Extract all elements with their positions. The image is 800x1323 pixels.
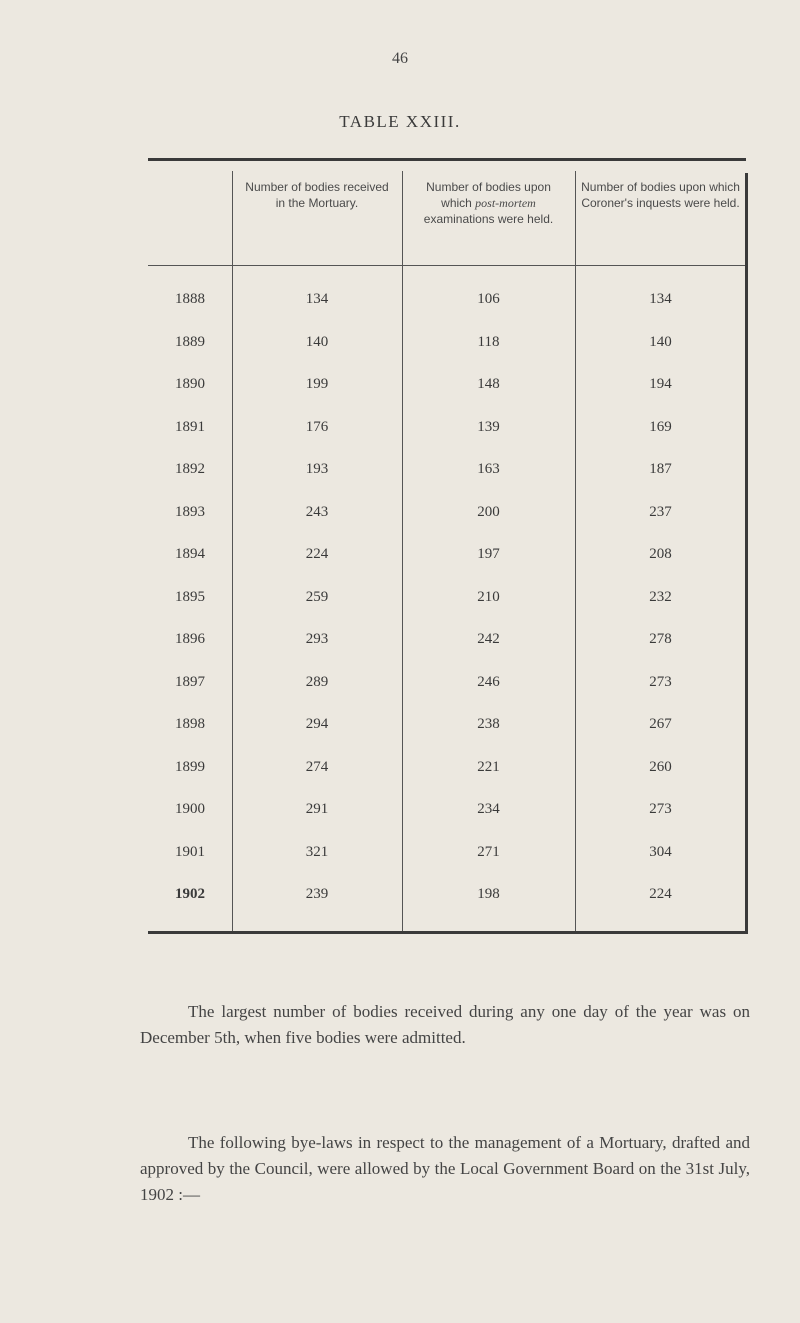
paragraph-bye-laws: The following bye-laws in respect to the management of a Mortuary, drafted and approved by the Council, were allowed by the Local Government Board on the 31st July, 1902 :— bbox=[140, 1133, 750, 1204]
year-cell: 1901 bbox=[175, 843, 205, 860]
received-cell: 224 bbox=[305, 546, 329, 562]
postmortem-cell: 246 bbox=[477, 673, 500, 690]
header-inquests: Number of bodies upon which Coroner's inquests were held. bbox=[581, 180, 740, 210]
received-cell: 239 bbox=[305, 886, 329, 902]
table-title: TABLE XXIII. bbox=[339, 112, 461, 131]
year-cell: 1899 bbox=[175, 758, 205, 775]
year-cell: 1900 bbox=[175, 801, 205, 817]
postmortem-cell: 210 bbox=[477, 588, 500, 605]
table-row bbox=[148, 706, 746, 749]
received-cell: 140 bbox=[305, 333, 329, 350]
received-cell: 259 bbox=[305, 588, 329, 605]
header-rule bbox=[148, 265, 746, 266]
header-postmortem-text-2: examinations were held. bbox=[423, 212, 554, 226]
year-cell: 1895 bbox=[175, 588, 205, 605]
year-cell: 1898 bbox=[175, 716, 205, 732]
table-row bbox=[148, 664, 746, 707]
inquests-cell: 273 bbox=[649, 673, 672, 690]
inquests-cell: 187 bbox=[649, 461, 672, 477]
postmortem-cell: 200 bbox=[477, 503, 500, 520]
table-row bbox=[148, 324, 746, 367]
year-cell: 1888 bbox=[175, 291, 205, 307]
header-postmortem bbox=[412, 179, 565, 227]
year-cell: 1897 bbox=[175, 673, 205, 690]
year-cell: 1896 bbox=[175, 631, 205, 647]
inquests-cell: 208 bbox=[649, 546, 672, 562]
postmortem-cell: 234 bbox=[477, 801, 500, 817]
inquests-cell: 260 bbox=[649, 758, 672, 775]
page-number: 46 bbox=[392, 50, 408, 67]
header-received: Number of bodies received in the Mortuary. bbox=[245, 180, 389, 210]
inquests-cell: 273 bbox=[649, 801, 672, 817]
table-row bbox=[148, 536, 746, 579]
year-cell: 1891 bbox=[175, 418, 205, 435]
postmortem-cell: 198 bbox=[477, 886, 500, 902]
table-row bbox=[148, 366, 746, 409]
table-row bbox=[148, 409, 746, 452]
postmortem-cell: 197 bbox=[477, 546, 500, 562]
year-cell: 1902 bbox=[175, 886, 205, 902]
table-body bbox=[148, 281, 746, 919]
received-cell: 274 bbox=[305, 758, 329, 775]
received-cell: 289 bbox=[305, 673, 329, 690]
year-cell: 1889 bbox=[175, 333, 205, 350]
year-cell: 1893 bbox=[175, 503, 205, 520]
inquests-cell: 267 bbox=[649, 716, 672, 732]
postmortem-cell: 106 bbox=[477, 291, 500, 307]
table-row bbox=[148, 876, 746, 919]
received-cell: 243 bbox=[305, 503, 329, 520]
received-cell: 321 bbox=[305, 843, 329, 860]
postmortem-cell: 139 bbox=[477, 418, 500, 435]
postmortem-cell: 148 bbox=[477, 376, 500, 392]
inquests-cell: 140 bbox=[649, 333, 672, 350]
header-postmortem-text-1: Number of bodies upon which bbox=[426, 180, 551, 210]
received-cell: 134 bbox=[305, 291, 329, 307]
table-row bbox=[148, 621, 746, 664]
inquests-cell: 224 bbox=[649, 886, 672, 902]
received-cell: 293 bbox=[305, 631, 329, 647]
received-cell: 193 bbox=[305, 461, 329, 477]
postmortem-cell: 163 bbox=[477, 461, 500, 477]
year-cell: 1890 bbox=[175, 376, 205, 392]
inquests-cell: 134 bbox=[649, 291, 672, 307]
table-row bbox=[148, 791, 746, 834]
inquests-cell: 194 bbox=[649, 376, 672, 392]
table-row bbox=[148, 749, 746, 792]
inquests-cell: 304 bbox=[649, 843, 672, 860]
table-row bbox=[148, 494, 746, 537]
table-row bbox=[148, 834, 746, 877]
postmortem-cell: 221 bbox=[477, 758, 500, 775]
postmortem-cell: 118 bbox=[477, 333, 500, 350]
table-row bbox=[148, 281, 746, 324]
table-row bbox=[148, 579, 746, 622]
received-cell: 199 bbox=[305, 376, 329, 392]
inquests-cell: 232 bbox=[649, 588, 672, 605]
received-cell: 176 bbox=[305, 418, 329, 435]
paragraph-largest-day: The largest number of bodies received during any one day of the year was on December 5th, when five bodies were admitted. bbox=[140, 1002, 750, 1047]
postmortem-cell: 271 bbox=[477, 843, 500, 860]
mortuary-table bbox=[148, 158, 746, 934]
received-cell: 291 bbox=[305, 801, 329, 817]
inquests-cell: 278 bbox=[649, 631, 672, 647]
inquests-cell: 237 bbox=[649, 503, 672, 520]
postmortem-cell: 242 bbox=[477, 631, 500, 647]
received-cell: 294 bbox=[305, 716, 329, 732]
table-row bbox=[148, 451, 746, 494]
inquests-cell: 169 bbox=[649, 418, 672, 435]
header-postmortem-italic: post-mortem bbox=[475, 196, 536, 210]
postmortem-cell: 238 bbox=[477, 716, 500, 732]
year-cell: 1894 bbox=[175, 546, 205, 562]
year-cell: 1892 bbox=[175, 461, 205, 477]
